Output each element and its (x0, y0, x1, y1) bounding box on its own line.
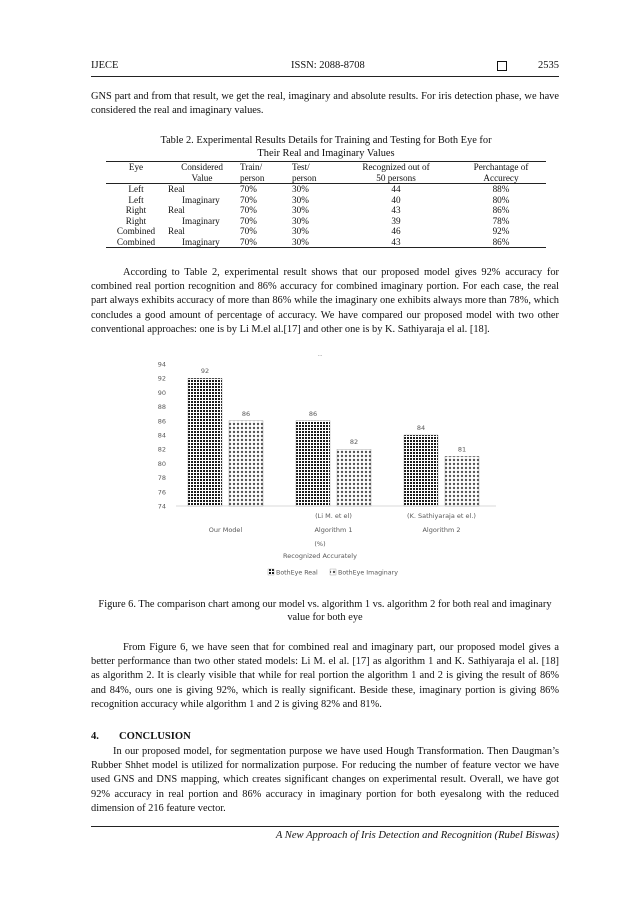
table-cell: Combined (116, 226, 156, 236)
table-caption-line1: Table 2. Experimental Results Details for Training and Testing for Both Eye for (160, 135, 492, 146)
bar-value-label: 92 (200, 367, 210, 376)
comparison-bar-chart (140, 350, 500, 582)
table-cell: Combined (116, 236, 156, 247)
table-cell: 80% (492, 194, 510, 205)
page-footer: A New Approach of Iris Detection and Recognition (Rubel Biswas) (275, 830, 559, 841)
figure-caption-line2: value for both eye (287, 612, 363, 623)
bar-botheye-imaginary (337, 449, 371, 506)
conclusion-paragraph: In our proposed model, for segmentation purpose we have used Hough Transformation. Then Daugman’s Rubber Shhet model is utilized for normalization purpose. For reducing the number of feature vector we have used GNS and DNS mapping, which creates significant changes on experimental result. Overall, we have got 92% accuracy in real portion and 86% accuracy in imaginary portion for both eyesalong with the reduced dimension of 216 feature vector. (91, 746, 559, 814)
y-tick-label: 94 (157, 360, 166, 369)
x-category-label: Algorithm 1 (314, 526, 353, 534)
page-header (91, 60, 559, 76)
section-number: 4. (91, 731, 99, 742)
table-cell: 30% (292, 205, 309, 215)
bar-botheye-real (188, 378, 222, 506)
table-cell: 39 (391, 215, 401, 226)
header-considered-value: Considered Value (181, 162, 223, 183)
table-row (106, 237, 546, 248)
x-axis-label-unit: (%) (314, 540, 326, 548)
y-tick-label: 76 (157, 488, 166, 497)
journal-name: IJECE (91, 60, 119, 71)
table-cell: 43 (391, 236, 401, 247)
y-tick-label: 90 (157, 388, 166, 397)
y-tick-label: 88 (157, 403, 166, 412)
table-row (106, 205, 546, 216)
table-cell: 70% (240, 236, 257, 247)
table-cell: 30% (292, 215, 309, 226)
bar-botheye-imaginary (445, 456, 479, 506)
section-heading (91, 731, 191, 742)
checkbox-square-icon (497, 61, 507, 71)
table-row (106, 184, 546, 195)
header-accuracy: Perchantage of Accurecy (473, 162, 529, 183)
table-cell: 30% (292, 226, 309, 236)
page-number: 2535 (538, 60, 559, 71)
table-header-row (106, 162, 546, 184)
table-cell: 78% (492, 215, 510, 226)
bar-botheye-real (296, 421, 330, 506)
table-cell: Imaginary (182, 215, 220, 226)
bar-value-label: 86 (308, 409, 318, 418)
legend-swatch (268, 569, 274, 575)
bar-botheye-imaginary (229, 421, 263, 506)
header-rule (91, 76, 559, 77)
y-tick-label: 86 (157, 417, 166, 426)
y-tick-label: 82 (157, 445, 166, 454)
table-cell: 30% (292, 236, 309, 247)
table-cell: Left (128, 194, 144, 205)
table-cell: 88% (492, 184, 510, 194)
table-cell: 40 (391, 194, 401, 205)
table-cell: 70% (240, 194, 257, 205)
header-test: Test/ person (292, 162, 317, 183)
table-cell: 70% (240, 205, 257, 215)
table-cell: 43 (391, 205, 401, 215)
table-caption (106, 134, 546, 160)
x-category-label: Our Model (208, 526, 243, 534)
paragraph-figure-discussion: From Figure 6, we have seen that for combined real and imaginary part, our proposed model gives a better performance than two other stated models: Li M. el al. [17] as algorithm 1 and K. Sathiyaraja el al. [18] as algorithm 2. It is clearly visible that while for real portion the algorithm 1 and 2 is giving the result of 86% and 84%, ours one is giving 92%, which is really significant. Beside these, imaginary portion is giving 86% recognition accuracy while algorithm 1 and 2 is giving 82% and 81%. (91, 642, 559, 710)
table-cell: 30% (292, 194, 309, 205)
table-cell: Imaginary (182, 236, 220, 247)
table-cell: 86% (492, 236, 510, 247)
table-cell: 30% (292, 184, 309, 194)
table-cell: Real (168, 184, 185, 194)
table-cell: Right (125, 205, 147, 215)
y-tick-label: 92 (157, 374, 166, 383)
y-tick-label: 74 (157, 502, 166, 511)
figure-caption-line1: Figure 6. The comparison chart among our model vs. algorithm 1 vs. algorithm 2 for both real and imaginary (98, 599, 552, 610)
chart-dots-mark: ... (317, 352, 323, 358)
intro-paragraph: GNS part and from that result, we get the real, imaginary and absolute results. For iris detection phase, we have considered the real and imaginary values. (91, 91, 559, 117)
table-caption-line2: Their Real and Imaginary Values (257, 148, 395, 159)
issn: ISSN: 2088-8708 (291, 60, 365, 71)
section-title: CONCLUSION (119, 731, 191, 742)
footer-rule (91, 826, 559, 827)
table-cell: Imaginary (182, 194, 220, 205)
x-axis-label: Recognized Accurately (283, 552, 357, 560)
table-cell: 70% (240, 226, 257, 236)
legend-label: BothEye Real (276, 569, 318, 577)
table-row (106, 226, 546, 237)
figure-caption (91, 598, 559, 624)
x-axis (209, 512, 476, 534)
table-row (106, 195, 546, 206)
table-cell: 46 (391, 226, 401, 236)
header-eye: Eye (128, 162, 144, 172)
chart-bars (188, 367, 479, 506)
y-tick-label: 84 (157, 431, 166, 440)
bar-value-label: 81 (457, 445, 467, 454)
legend-swatch (330, 569, 336, 575)
table-cell: 86% (492, 205, 510, 215)
header-recognized: Recognized out of 50 persons (362, 162, 430, 183)
x-category-sublabel: (K. Sathiyaraja et el.) (407, 512, 476, 520)
bar-botheye-real (404, 435, 438, 506)
table-cell: Right (125, 215, 147, 226)
chart-legend (268, 569, 398, 577)
table-cell: Left (128, 184, 144, 194)
bar-value-label: 86 (241, 409, 251, 418)
table-cell: 70% (240, 215, 257, 226)
y-tick-label: 78 (157, 474, 166, 483)
table-cell: 92% (492, 226, 510, 236)
legend-label: BothEye Imaginary (338, 569, 398, 577)
x-category-sublabel: (Li M. et el) (315, 512, 352, 520)
x-category-label: Algorithm 2 (422, 526, 461, 534)
table-row (106, 216, 546, 227)
header-train: Train/ person (240, 162, 265, 183)
table-cell: Real (168, 226, 185, 236)
table-cell: 44 (391, 184, 401, 194)
table-cell: Real (168, 205, 185, 215)
bar-value-label: 84 (416, 424, 426, 432)
results-table (106, 161, 546, 248)
table-cell: 70% (240, 184, 257, 194)
paragraph-results: According to Table 2, experimental result shows that our proposed model gives 92% accuracy for combined real portion recognition and 86% accuracy for combined imaginary portion. For each case, the real part always exhibits accuracy of more than 86% while the imaginary one exhibits always more than 78%, which concludes a good amount of percentage of accuracy. We have compared our proposed model with two other conventional approaches: one is by Li M.el al.[17] and other one is by K. Sathiyaraja el al. [18]. (91, 267, 559, 335)
y-tick-label: 80 (157, 459, 166, 468)
bar-value-label: 82 (349, 438, 359, 447)
